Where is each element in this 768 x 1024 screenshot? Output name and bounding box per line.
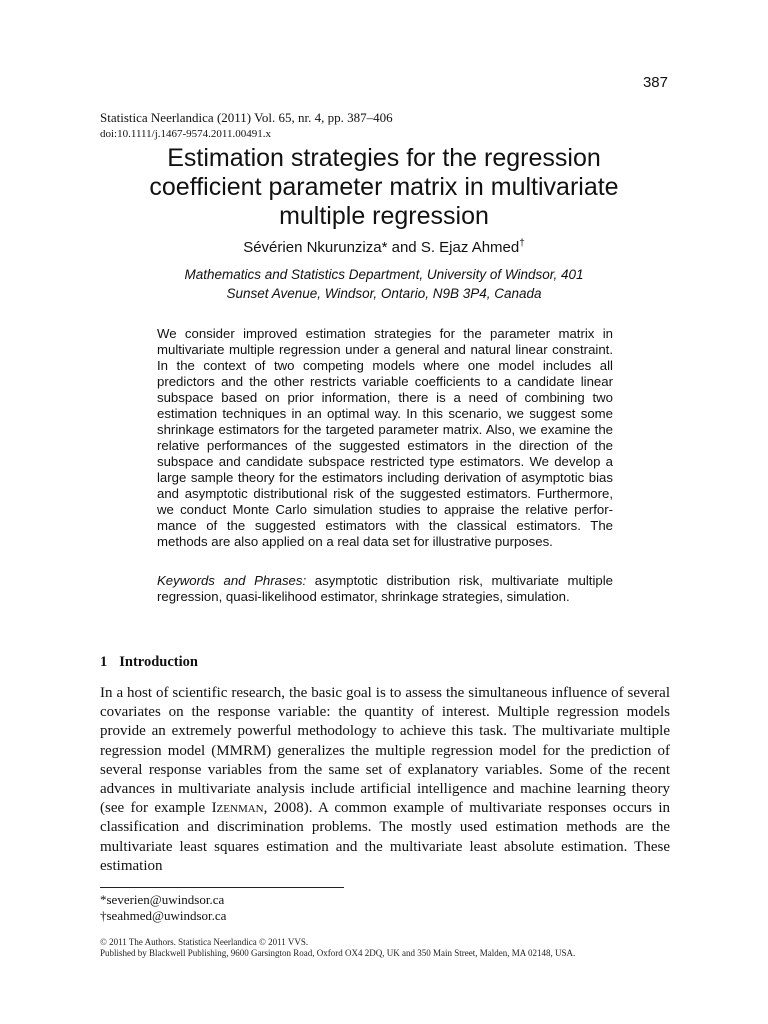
footnote-2: †seahmed@uwindsor.ca bbox=[100, 908, 227, 923]
title-line-2: coefficient parameter matrix in multivariate bbox=[149, 173, 619, 201]
author-conjunction: and bbox=[387, 239, 421, 256]
section-title: Introduction bbox=[119, 654, 198, 670]
section-number: 1 bbox=[100, 654, 108, 670]
copyright-line-1: © 2011 The Authors. Statistica Neerlandica © 2011 VVS. bbox=[100, 937, 309, 947]
footnote-rule bbox=[100, 887, 344, 888]
author-2-mark: † bbox=[519, 238, 525, 249]
affiliation bbox=[60, 265, 708, 303]
copyright bbox=[100, 937, 575, 959]
intro-text-1: In a host of scientific research, the basic goal is to assess the simultaneous influence of several covariates on the response variable: the quantity of interest. Multiple regression models provide an extremely powerful methodology to achieve this task. The multivariate multiple regression model (MMRM) generalizes the multiple regression model for the prediction of several response variables from the same set of explanatory variables. Some of the recent advances in multivariate analysis include artificial intelligence and machine learning theory (see for example bbox=[100, 685, 670, 817]
keywords bbox=[157, 573, 613, 605]
journal-info bbox=[100, 110, 393, 142]
authors bbox=[60, 238, 708, 256]
doi: doi:10.1111/j.1467-9574.2011.00491.x bbox=[100, 128, 272, 140]
copyright-line-2: Published by Blackwell Publishing, 9600 Garsington Road, Oxford OX4 2DQ, UK and 350 Main Street, Malden, MA 02148, USA. bbox=[100, 948, 576, 958]
section-heading bbox=[100, 654, 198, 671]
abstract: We consider improved estimation strategies for the parameter matrix in multivariate multiple regression under a general and natural linear constraint. In the context of two competing models where one model includes all predictors and the other restricts variable coefficients to a candidate linear subspace based on prior information, there is a need of combining two estimation techniques in an optimal way. In this scenario, we suggest some shrinkage estimators for the targeted parameter matrix. Also, we examine the relative performances of the suggested estimators in the direction of the subspace and candidate subspace restricted type estimators. We develop a large sample theory for the estimators including derivation of asymptotic bias and asymptotic distributional risk of the suggested estimators. Furthermore, we conduct Monte Carlo simulation studies to appraise the relative performance of the suggested estimators with the classical estimators. The methods are also applied on a real data set for illustrative purposes. bbox=[157, 326, 613, 549]
journal-citation: Statistica Neerlandica (2011) Vol. 65, nr. 4, pp. 387–406 bbox=[100, 110, 393, 125]
title-line-1: Estimation strategies for the regression bbox=[167, 144, 601, 172]
title-line-3: multiple regression bbox=[279, 202, 489, 230]
page-number: 387 bbox=[642, 74, 668, 91]
footnote-1: *severien@uwindsor.ca bbox=[100, 892, 225, 907]
citation-name: Izenman bbox=[211, 800, 264, 817]
affiliation-line-2: Sunset Avenue, Windsor, Ontario, N9B 3P4, Canada bbox=[226, 286, 542, 301]
affiliation-line-1: Mathematics and Statistics Department, University of Windsor, 401 bbox=[184, 267, 584, 282]
author-1-mark: * bbox=[381, 239, 388, 256]
intro-text-2: , 2008). A common example of multivariate responses occurs in classification and discrimination problems. The mostly used estimation methods are the multivariate least squares estimation and the multivariate least absolute estimation. These estimation bbox=[100, 800, 670, 874]
author-2: S. Ejaz Ahmed bbox=[420, 239, 520, 256]
keywords-text: asymptotic distribution risk, multivariate multiple regression, quasi-likelihood estimator, shrinkage strategies, simulation. bbox=[157, 573, 613, 604]
author-1: Sévérien Nkurunziza bbox=[243, 239, 382, 256]
intro-paragraph bbox=[100, 684, 670, 876]
paper-title bbox=[60, 144, 708, 231]
footnotes bbox=[100, 892, 226, 924]
keywords-label: Keywords and Phrases: bbox=[157, 573, 307, 588]
